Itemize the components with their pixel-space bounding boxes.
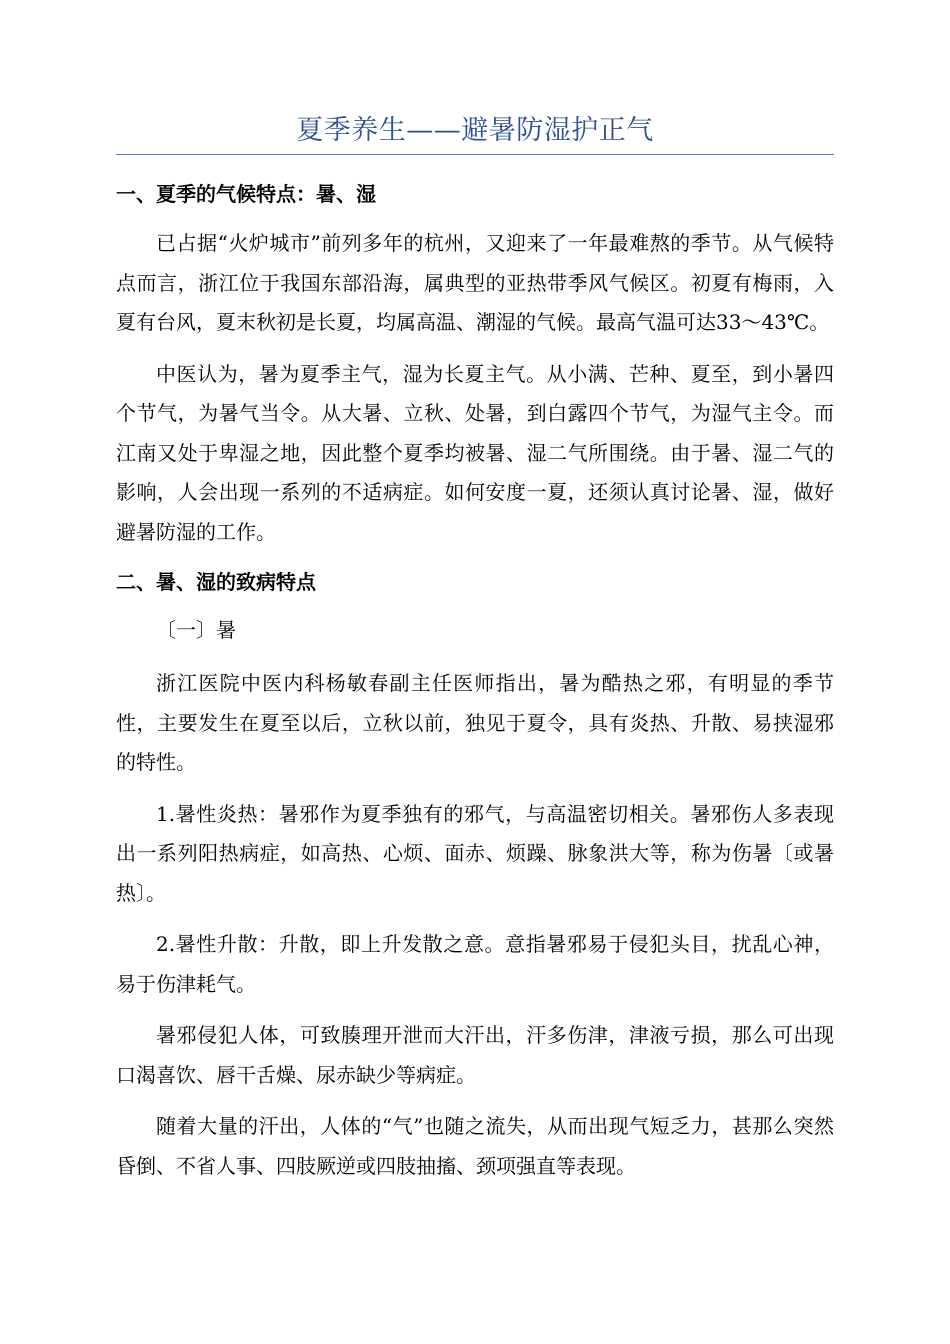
document-title: 夏季养生——避暑防湿护正气	[296, 115, 654, 146]
paragraph: 随着大量的汗出，人体的“气”也随之流失，从而出现气短乏力，甚那么突然昏倒、不省人事、四肢厥逆或四肢抽搐、颈项强直等表现。	[116, 1114, 834, 1178]
document-body	[116, 176, 834, 1198]
paragraph: 已占据“火炉城市”前列多年的杭州，又迎来了一年最难熬的季节。从气候特点而言，浙江位于我国东部沿海，属典型的亚热带季风气候区。初夏有梅雨，入夏有台风，夏末秋初是长夏，均属高温、潮湿的气候。最高气温可达33～43℃。	[116, 231, 834, 334]
title-underline	[116, 154, 834, 155]
paragraph: 1.暑性炎热：暑邪作为夏季独有的邪气，与高温密切相关。暑邪伤人多表现出一系列阳热病症，如高热、心烦、面赤、烦躁、脉象洪大等，称为伤暑〔或暑热〕。	[116, 801, 834, 905]
paragraph: 浙江医院中医内科杨敏春副主任医师指出，暑为酷热之邪，有明显的季节性，主要发生在夏至以后，立秋以前，独见于夏令，具有炎热、升散、易挟湿邪的特性。	[116, 671, 834, 774]
subsection-heading-summer-heat: 〔一〕暑	[156, 618, 236, 642]
section-heading-pathogenic: 二、暑、湿的致病特点	[116, 570, 316, 594]
paragraph: 2.暑性升散：升散，即上升发散之意。意指暑邪易于侵犯头目，扰乱心神，易于伤津耗气。	[116, 932, 834, 996]
paragraph: 中医认为，暑为夏季主气，湿为长夏主气。从小满、芒种、夏至，到小暑四个节气，为暑气当令。从大暑、立秋、处暑，到白露四个节气，为湿气主令。而江南又处于卑湿之地，因此整个夏季均被暑、湿二气所围绕。由于暑、湿二气的影响，人会出现一系列的不适病症。如何安度一夏，还须认真讨论暑、湿，做好避暑防湿的工作。	[116, 361, 834, 544]
paragraph: 暑邪侵犯人体，可致腠理开泄而大汗出，汗多伤津，津液亏损，那么可出现口渴喜饮、唇干舌燥、尿赤缺少等病症。	[116, 1023, 834, 1087]
section-heading-climate: 一、夏季的气候特点：暑、湿	[116, 182, 376, 206]
